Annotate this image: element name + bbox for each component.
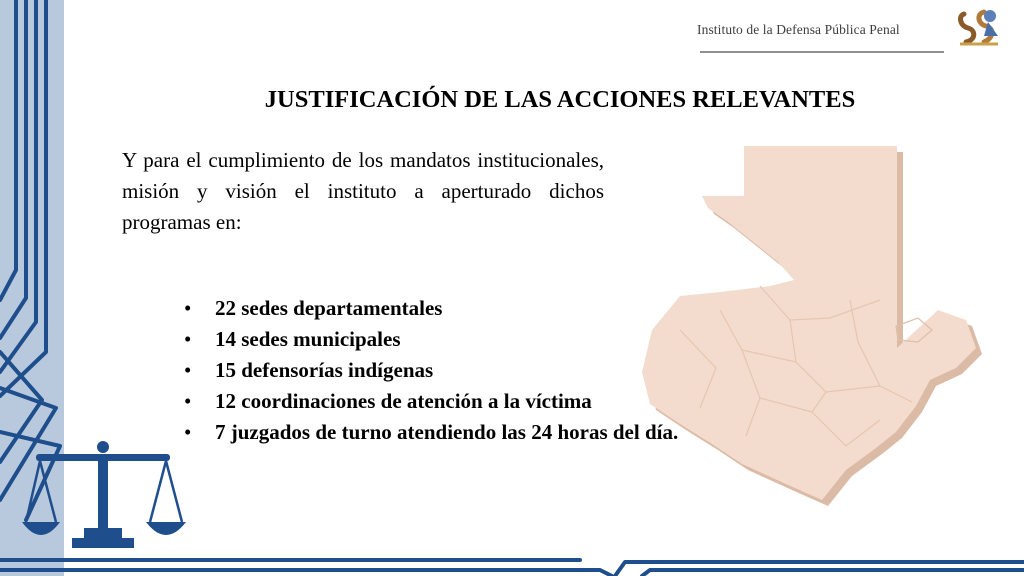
list-item-text: 15 defensorías indígenas (215, 358, 434, 382)
slide-title: JUSTIFICACIÓN DE LAS ACCIONES RELEVANTES (264, 86, 856, 113)
list-item (184, 355, 678, 386)
list-item (184, 386, 678, 417)
list-item-text: 14 sedes municipales (215, 327, 401, 351)
institution-name: Instituto de la Defensa Pública Penal (697, 22, 900, 37)
bullet-marker: • (184, 389, 192, 413)
list-item (184, 417, 678, 448)
program-list (184, 293, 678, 448)
bullet-marker: • (184, 296, 192, 320)
list-item-text: 12 coordinaciones de atención a la víctima (215, 389, 592, 413)
intro-paragraph: Y para el cumplimiento de los mandatos institucionales, misión y visión el instituto a aperturado dichos programas en: (122, 148, 604, 234)
list-item-text: 7 juzgados de turno atendiendo las 24 horas del día. (215, 420, 679, 444)
bullet-marker: • (184, 327, 192, 351)
list-item (184, 324, 678, 355)
list-item (184, 293, 678, 324)
bullet-marker: • (184, 358, 192, 382)
bullet-marker: • (184, 420, 192, 444)
list-item-text: 22 sedes departamentales (215, 296, 443, 320)
